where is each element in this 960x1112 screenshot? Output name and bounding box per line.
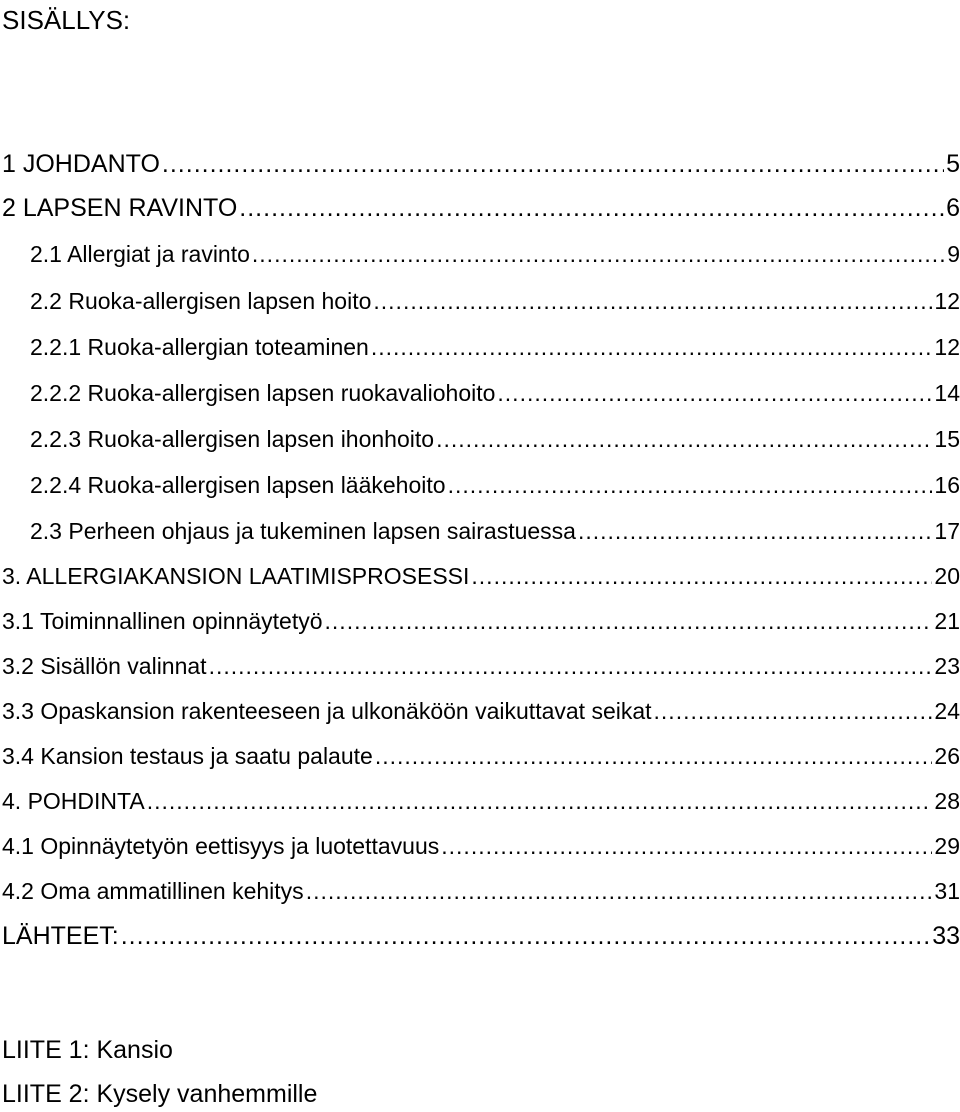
- toc-entry-3[interactable]: [2, 555, 960, 591]
- toc-leader-dots: [497, 378, 932, 408]
- toc-entry-page: 23: [934, 653, 960, 679]
- toc-leader-dots: [209, 651, 933, 681]
- toc-entry-label: 3.3 Opaskansion rakenteeseen ja ulkonäköön vaikuttavat seikat: [2, 698, 652, 724]
- toc-entry-4[interactable]: [2, 780, 960, 816]
- toc-entry-label: 3.1 Toiminnallinen opinnäytetyö: [2, 608, 323, 634]
- toc-entry-2-2-1[interactable]: [30, 326, 960, 362]
- toc-entry-page: 33: [932, 922, 960, 950]
- toc-leader-dots: [371, 332, 933, 362]
- toc-entry-3-2[interactable]: [2, 645, 960, 681]
- toc-entry-4-2[interactable]: [2, 870, 960, 906]
- toc-entry-page: 28: [934, 788, 960, 814]
- toc-entry-references[interactable]: [2, 915, 960, 951]
- toc-entry-page: 24: [934, 698, 960, 724]
- toc-entry-page: 16: [934, 472, 960, 498]
- toc-entry-label: 4.1 Opinnäytetyön eettisyys ja luotettavuus: [2, 833, 440, 859]
- appendix-1: LIITE 1: Kansio: [2, 1036, 173, 1064]
- toc-entry-1[interactable]: [2, 143, 960, 179]
- toc-entry-label: 2.3 Perheen ohjaus ja tukeminen lapsen sairastuessa: [30, 518, 576, 544]
- toc-entry-page: 14: [934, 380, 960, 406]
- toc-entry-2-1[interactable]: [30, 233, 960, 269]
- toc-entry-4-1[interactable]: [2, 825, 960, 861]
- toc-entry-2-3[interactable]: [30, 510, 960, 546]
- toc-entry-label: 2.2.4 Ruoka-allergisen lapsen lääkehoito: [30, 472, 446, 498]
- toc-leader-dots: [162, 149, 944, 179]
- toc-leader-dots: [441, 831, 932, 861]
- toc-entry-label: 1 JOHDANTO: [2, 150, 160, 178]
- toc-leader-dots: [436, 424, 932, 454]
- toc-entry-label: 2.2.3 Ruoka-allergisen lapsen ihonhoito: [30, 426, 435, 452]
- toc-entry-label: 3.2 Sisällön valinnat: [2, 653, 207, 679]
- toc-entry-page: 5: [946, 150, 960, 178]
- toc-entry-label: 3. ALLERGIAKANSION LAATIMISPROSESSI: [2, 563, 470, 589]
- toc-entry-label: 2.2 Ruoka-allergisen lapsen hoito: [30, 288, 372, 314]
- toc-entry-label: 2.2.2 Ruoka-allergisen lapsen ruokavaliohoito: [30, 380, 496, 406]
- toc-leader-dots: [306, 876, 933, 906]
- toc-entry-label: LÄHTEET:: [2, 922, 119, 950]
- toc-entry-3-1[interactable]: [2, 600, 960, 636]
- toc-entry-page: 20: [934, 563, 960, 589]
- toc-leader-dots: [252, 239, 945, 269]
- toc-entry-2[interactable]: [2, 187, 960, 223]
- toc-entry-label: 2 LAPSEN RAVINTO: [2, 194, 238, 222]
- toc-entry-label: 4.2 Oma ammatillinen kehitys: [2, 878, 304, 904]
- toc-entry-page: 6: [946, 194, 960, 222]
- toc-entry-label: 2.2.1 Ruoka-allergian toteaminen: [30, 334, 369, 360]
- toc-entry-page: 17: [934, 518, 960, 544]
- toc-leader-dots: [578, 516, 932, 546]
- toc-leader-dots: [375, 741, 933, 771]
- toc-entry-3-3[interactable]: [2, 690, 960, 726]
- toc-entry-label: 3.4 Kansion testaus ja saatu palaute: [2, 743, 373, 769]
- toc-entry-label: 4. POHDINTA: [2, 788, 145, 814]
- toc-leader-dots: [239, 193, 944, 223]
- toc-heading: SISÄLLYS:: [2, 5, 131, 35]
- toc-leader-dots: [121, 921, 930, 951]
- toc-leader-dots: [325, 606, 933, 636]
- toc-entry-page: 12: [934, 288, 960, 314]
- toc-leader-dots: [654, 696, 933, 726]
- toc-leader-dots: [471, 561, 932, 591]
- toc-entry-label: 2.1 Allergiat ja ravinto: [30, 241, 250, 267]
- toc-entry-page: 31: [934, 878, 960, 904]
- toc-entry-3-4[interactable]: [2, 735, 960, 771]
- toc-entry-page: 9: [947, 241, 960, 267]
- toc-leader-dots: [448, 470, 933, 500]
- toc-entry-page: 26: [934, 743, 960, 769]
- toc-entry-page: 29: [934, 833, 960, 859]
- toc-entry-2-2-4[interactable]: [30, 464, 960, 500]
- toc-leader-dots: [147, 786, 933, 816]
- toc-entry-page: 12: [934, 334, 960, 360]
- toc-entry-page: 15: [934, 426, 960, 452]
- toc-entry-page: 21: [934, 608, 960, 634]
- toc-entry-2-2-3[interactable]: [30, 418, 960, 454]
- toc-entry-2-2-2[interactable]: [30, 372, 960, 408]
- toc-leader-dots: [373, 286, 932, 316]
- appendix-2: LIITE 2: Kysely vanhemmille: [2, 1080, 318, 1108]
- toc-entry-2-2[interactable]: [30, 280, 960, 316]
